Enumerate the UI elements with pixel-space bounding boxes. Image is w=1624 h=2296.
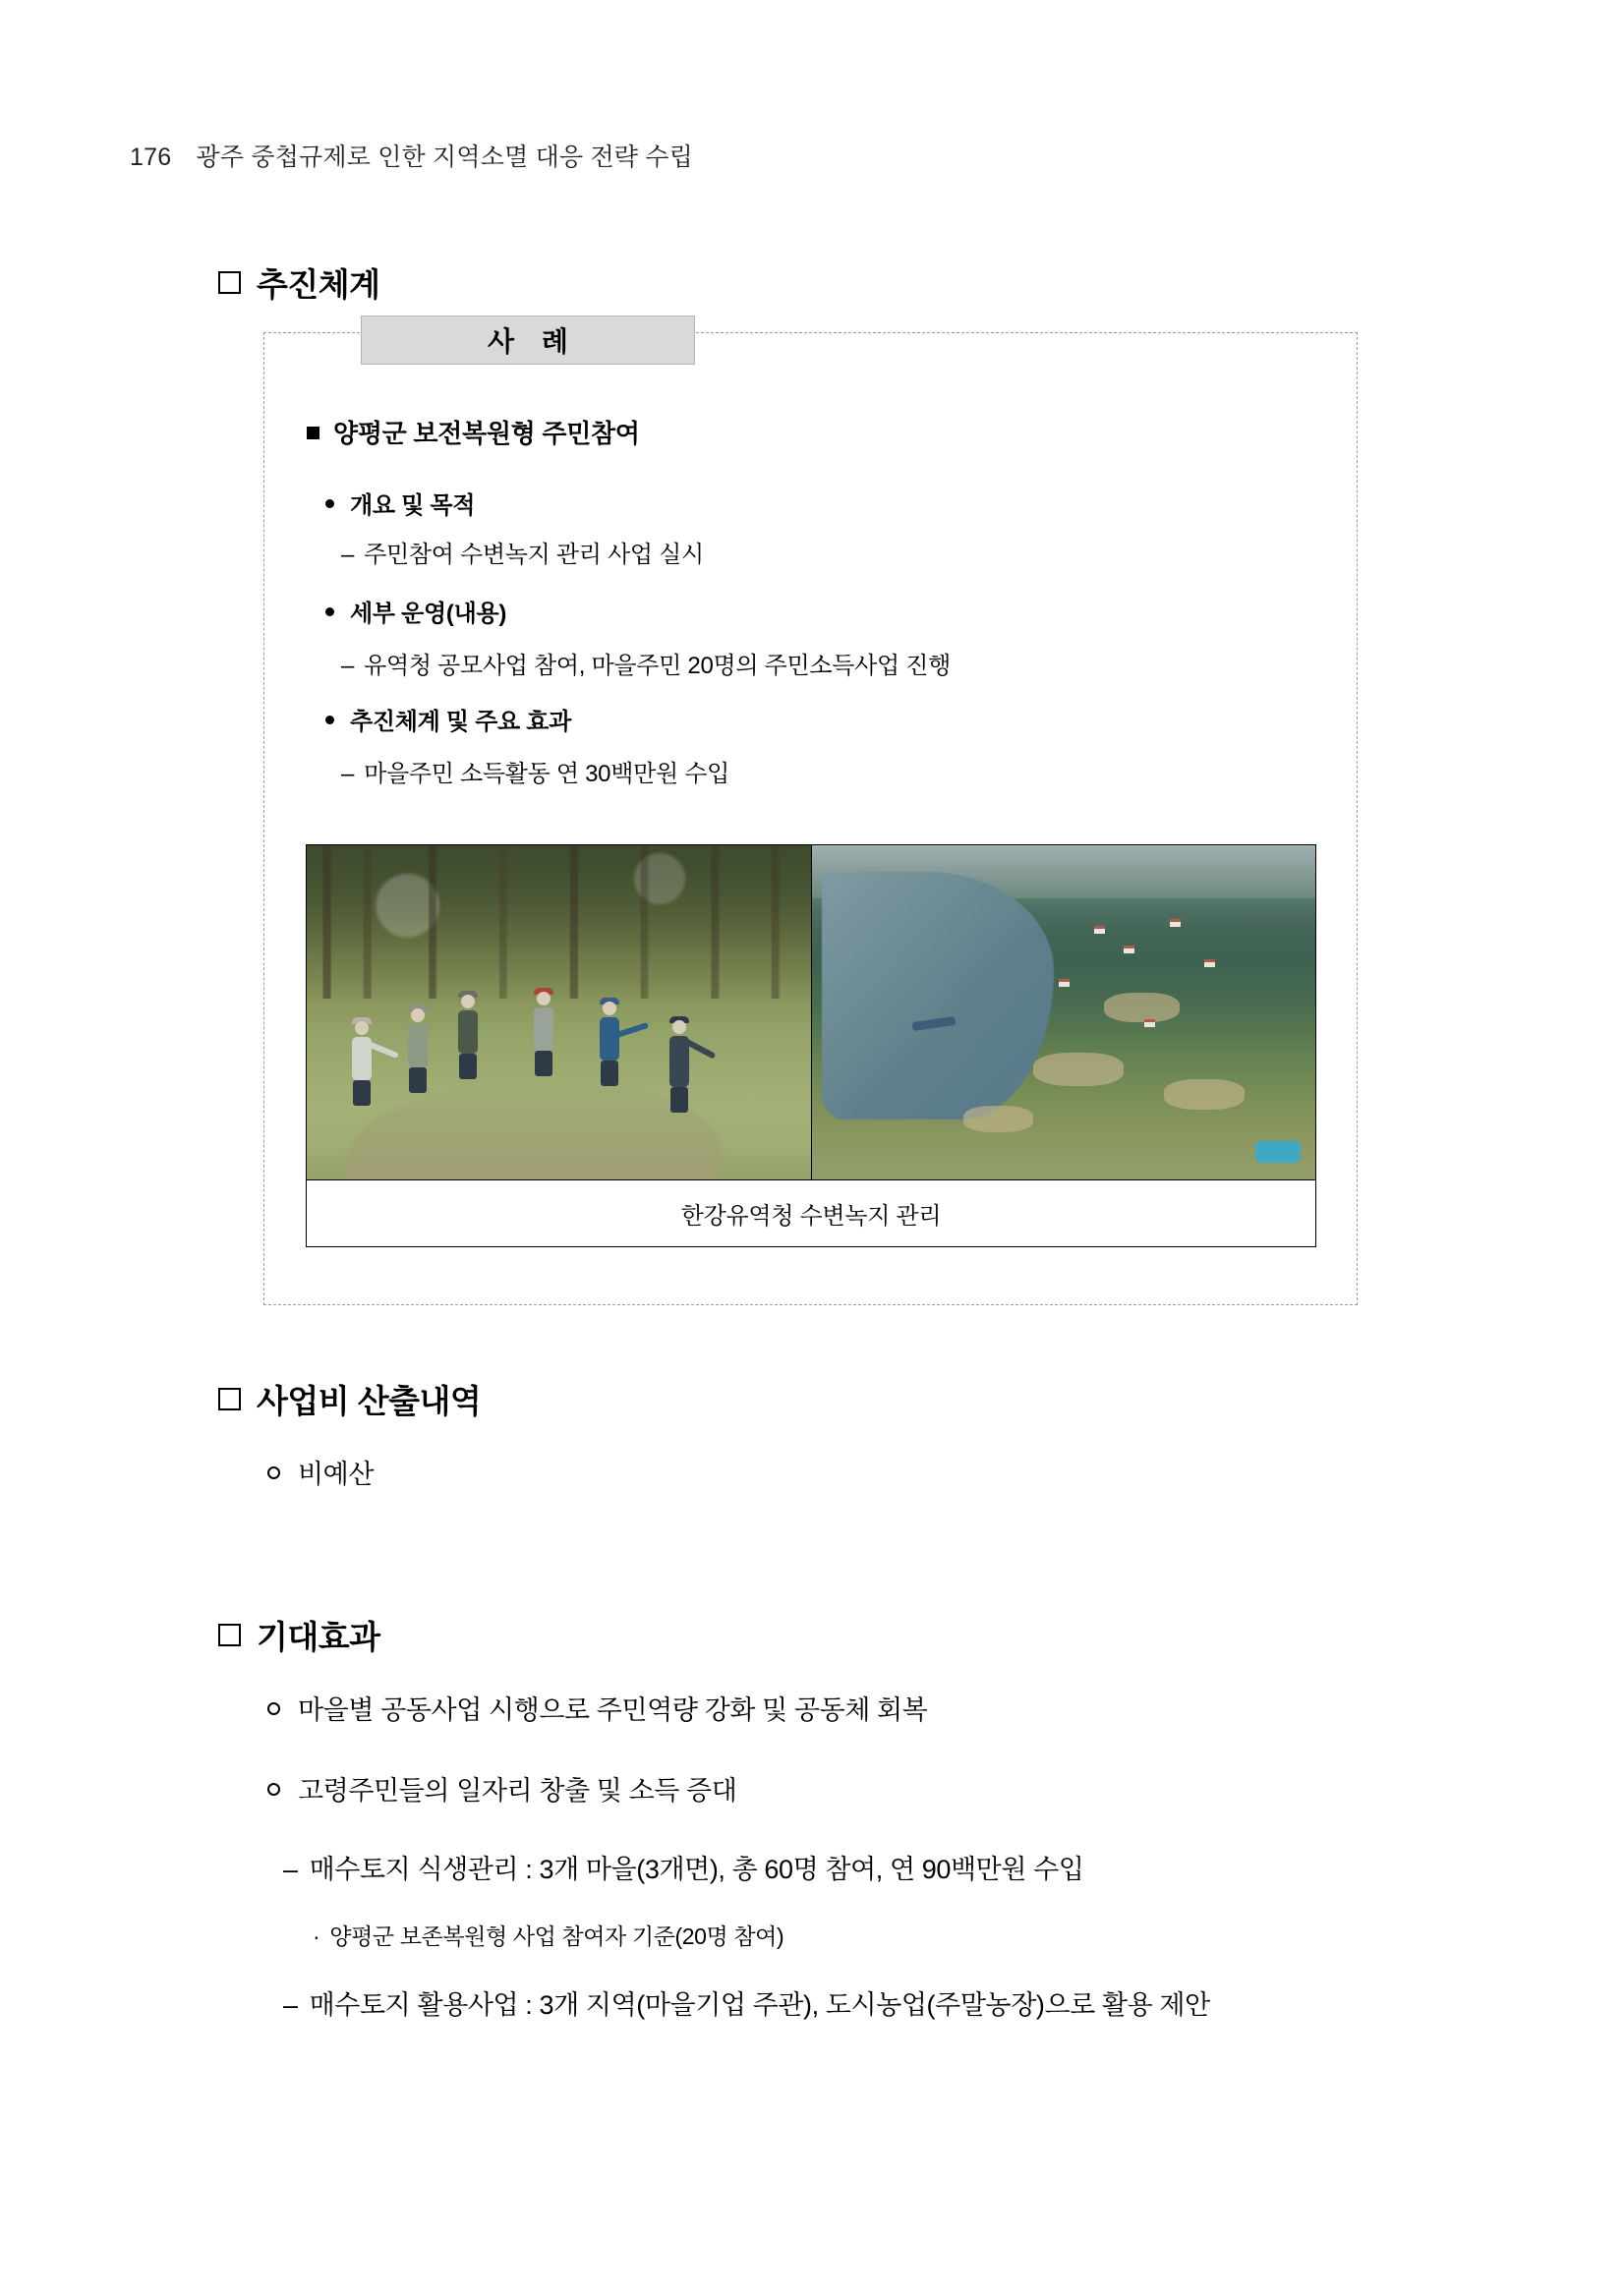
worker-figure	[352, 1017, 372, 1106]
example-box-title	[307, 414, 640, 450]
section-title: 사업비 산출내역	[257, 1383, 482, 1419]
photo-river-aerial	[811, 845, 1315, 1179]
example-box	[263, 326, 1358, 1305]
example-list-item-text: 주민참여 수변녹지 관리 사업 실시	[364, 542, 704, 568]
circle-bullet-icon	[267, 1466, 280, 1479]
square-marker-icon	[218, 1624, 241, 1646]
effects-sub-item-text: 양평군 보존복원형 사업 참여자 기준(20명 참여)	[329, 1923, 784, 1949]
dash-bullet-icon: –	[341, 653, 355, 679]
circle-bullet-icon	[267, 1783, 280, 1796]
photo-table	[306, 844, 1316, 1247]
house-marker	[1144, 1019, 1155, 1027]
page-header	[130, 138, 693, 173]
photo-residents-mowing	[307, 845, 811, 1179]
house-marker	[1094, 926, 1105, 934]
worker-figure	[600, 998, 619, 1086]
photo-caption: 한강유역청 수변녹지 관리	[307, 1179, 1315, 1246]
field-patch	[1104, 993, 1180, 1023]
example-list-item	[341, 754, 729, 788]
example-box-label: 사 례	[361, 316, 695, 365]
effects-sub-item	[313, 1919, 783, 1951]
house-marker	[1059, 979, 1070, 987]
example-list-item-text: 세부 운영(내용)	[350, 601, 507, 627]
section-heading-budget-breakdown	[218, 1376, 481, 1422]
section-heading-promotion-system	[218, 259, 380, 306]
example-box-title-text: 양평군 보전복원형 주민참여	[333, 419, 640, 448]
example-list-item	[325, 486, 475, 520]
effects-list-item	[267, 1769, 736, 1808]
photo-river-background	[812, 845, 1315, 1179]
dash-bullet-icon: –	[341, 542, 355, 568]
river-shape	[822, 872, 1054, 1119]
page-number: 176	[130, 144, 172, 171]
field-patch	[1033, 1053, 1124, 1086]
effects-list-item	[283, 1848, 1084, 1886]
circle-bullet-icon	[267, 1702, 280, 1715]
dash-bullet-icon: –	[341, 761, 355, 787]
effects-list-item	[283, 1983, 1210, 2022]
worker-figure	[534, 988, 553, 1076]
house-marker	[1124, 946, 1134, 953]
square-marker-icon	[218, 271, 241, 294]
section-heading-expected-effects	[218, 1612, 380, 1658]
field-patch	[1164, 1079, 1245, 1110]
example-list-item	[341, 646, 951, 680]
budget-list-item	[267, 1453, 374, 1491]
example-list-item	[325, 594, 506, 628]
budget-list-item-text: 비예산	[298, 1460, 375, 1489]
dot-bullet-icon	[325, 716, 334, 724]
square-marker-icon	[218, 1388, 241, 1410]
running-title: 광주 중첩규제로 인한 지역소멸 대응 전략 수립	[196, 144, 693, 171]
effects-list-item-text: 매수토지 식생관리 : 3개 마을(3개면), 총 60명 참여, 연 90백만원 수입	[309, 1855, 1084, 1884]
dot-bullet-icon	[325, 607, 334, 616]
dash-bullet-icon: –	[283, 1855, 298, 1884]
dash-bullet-icon: –	[283, 1990, 298, 2020]
example-list-item	[325, 702, 571, 736]
worker-figure	[669, 1016, 689, 1113]
section-title: 추진체계	[257, 266, 380, 303]
effects-list-item-text: 매수토지 활용사업 : 3개 지역(마을기업 주관), 도시농업(주말농장)으로 활용 제안	[309, 1990, 1210, 2020]
field-patch	[963, 1106, 1034, 1132]
section-title: 기대효과	[257, 1619, 380, 1655]
effects-list-item-text: 고령주민들의 일자리 창출 및 소득 증대	[298, 1776, 737, 1806]
example-list-item-text: 마을주민 소득활동 연 30백만원 수입	[364, 761, 730, 787]
filled-square-bullet-icon	[307, 427, 319, 439]
pool-marker	[1255, 1141, 1301, 1163]
photo-forest-background	[307, 845, 811, 1179]
effects-list-item	[267, 1689, 927, 1727]
effects-list-item-text: 마을별 공동사업 시행으로 주민역량 강화 및 공동체 회복	[298, 1695, 928, 1725]
photo-row	[307, 845, 1315, 1179]
middot-bullet-icon: ·	[313, 1923, 320, 1949]
example-list-item-text: 개요 및 목적	[350, 492, 476, 519]
example-list-item	[341, 535, 704, 569]
house-marker	[1170, 919, 1181, 927]
example-list-item-text: 유역청 공모사업 참여, 마을주민 20명의 주민소득사업 진행	[364, 653, 952, 679]
house-marker	[1204, 959, 1215, 967]
worker-figure	[408, 1004, 428, 1093]
worker-figure	[458, 991, 478, 1079]
dot-bullet-icon	[325, 499, 334, 508]
example-list-item-text: 추진체계 및 주요 효과	[350, 709, 572, 735]
